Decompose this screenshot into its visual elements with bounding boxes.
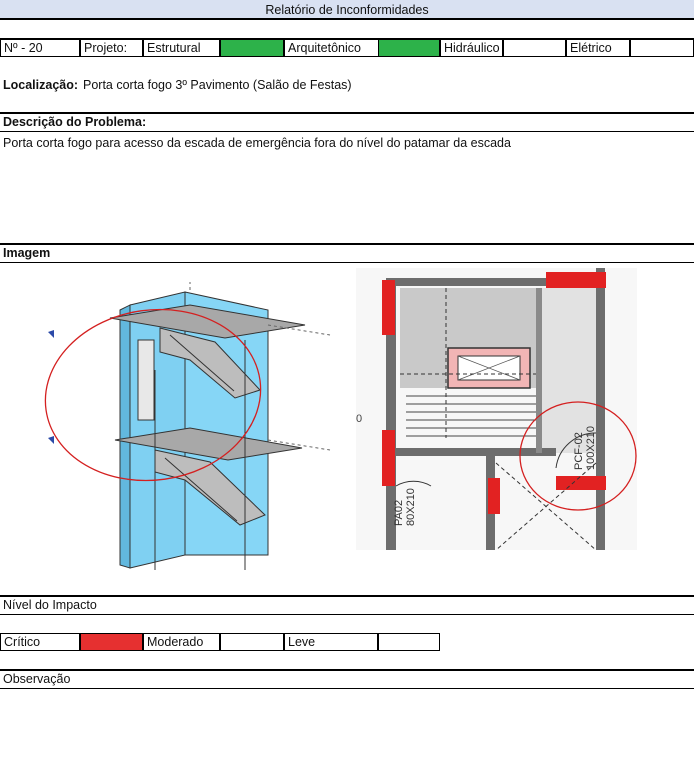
plan-door-left-label: PA02	[393, 499, 405, 526]
stair-3d-drawing	[40, 280, 340, 580]
problem-text: Porta corta fogo para acesso da escada de emergência fora do nível do patamar da escada	[3, 136, 511, 150]
floor-plan-drawing	[356, 268, 637, 550]
plan-edge-number: 0	[356, 413, 363, 425]
project-label: Projeto:	[80, 39, 143, 57]
impact-light: Leve	[284, 633, 378, 651]
report-title: Relatório de Inconformidades	[0, 0, 694, 20]
problem-label: Descrição do Problema:	[3, 115, 147, 129]
floor-plan-image	[356, 268, 637, 550]
observation-label: Observação	[3, 672, 71, 686]
discipline-hydraulic-flag[interactable]	[503, 39, 566, 57]
location-label: Localização:	[3, 78, 79, 92]
divider	[0, 243, 694, 245]
discipline-structural-flag[interactable]	[220, 39, 284, 57]
stair-3d-image	[40, 280, 340, 580]
discipline-hydraulic: Hidráulico	[440, 39, 503, 57]
impact-label: Nível do Impacto	[3, 598, 97, 612]
discipline-architectural-flag[interactable]	[378, 39, 440, 57]
impact-moderate: Moderado	[143, 633, 220, 651]
impact-moderate-flag[interactable]	[220, 633, 284, 651]
observation-text[interactable]	[3, 693, 691, 761]
divider	[0, 614, 694, 615]
plan-door-left-size: 80X210	[405, 488, 417, 526]
location-value: Porta corta fogo 3º Pavimento (Salão de Festas)	[83, 78, 352, 92]
discipline-structural: Estrutural	[143, 39, 220, 57]
image-label: Imagem	[3, 246, 51, 260]
discipline-electrical: Elétrico	[566, 39, 630, 57]
discipline-electrical-flag[interactable]	[630, 39, 694, 57]
plan-door-right-size: 100X210	[585, 425, 597, 470]
report-number: Nº - 20	[0, 39, 80, 57]
discipline-architectural: Arquitetônico	[284, 39, 440, 57]
divider	[0, 595, 694, 597]
divider	[0, 688, 694, 689]
impact-light-flag[interactable]	[378, 633, 440, 651]
plan-door-right-label: PCF-02	[573, 432, 585, 470]
impact-critical-flag[interactable]	[80, 633, 143, 651]
divider	[0, 112, 694, 114]
impact-critical: Crítico	[0, 633, 80, 651]
divider	[0, 669, 694, 671]
divider	[0, 262, 694, 263]
divider	[0, 131, 694, 132]
